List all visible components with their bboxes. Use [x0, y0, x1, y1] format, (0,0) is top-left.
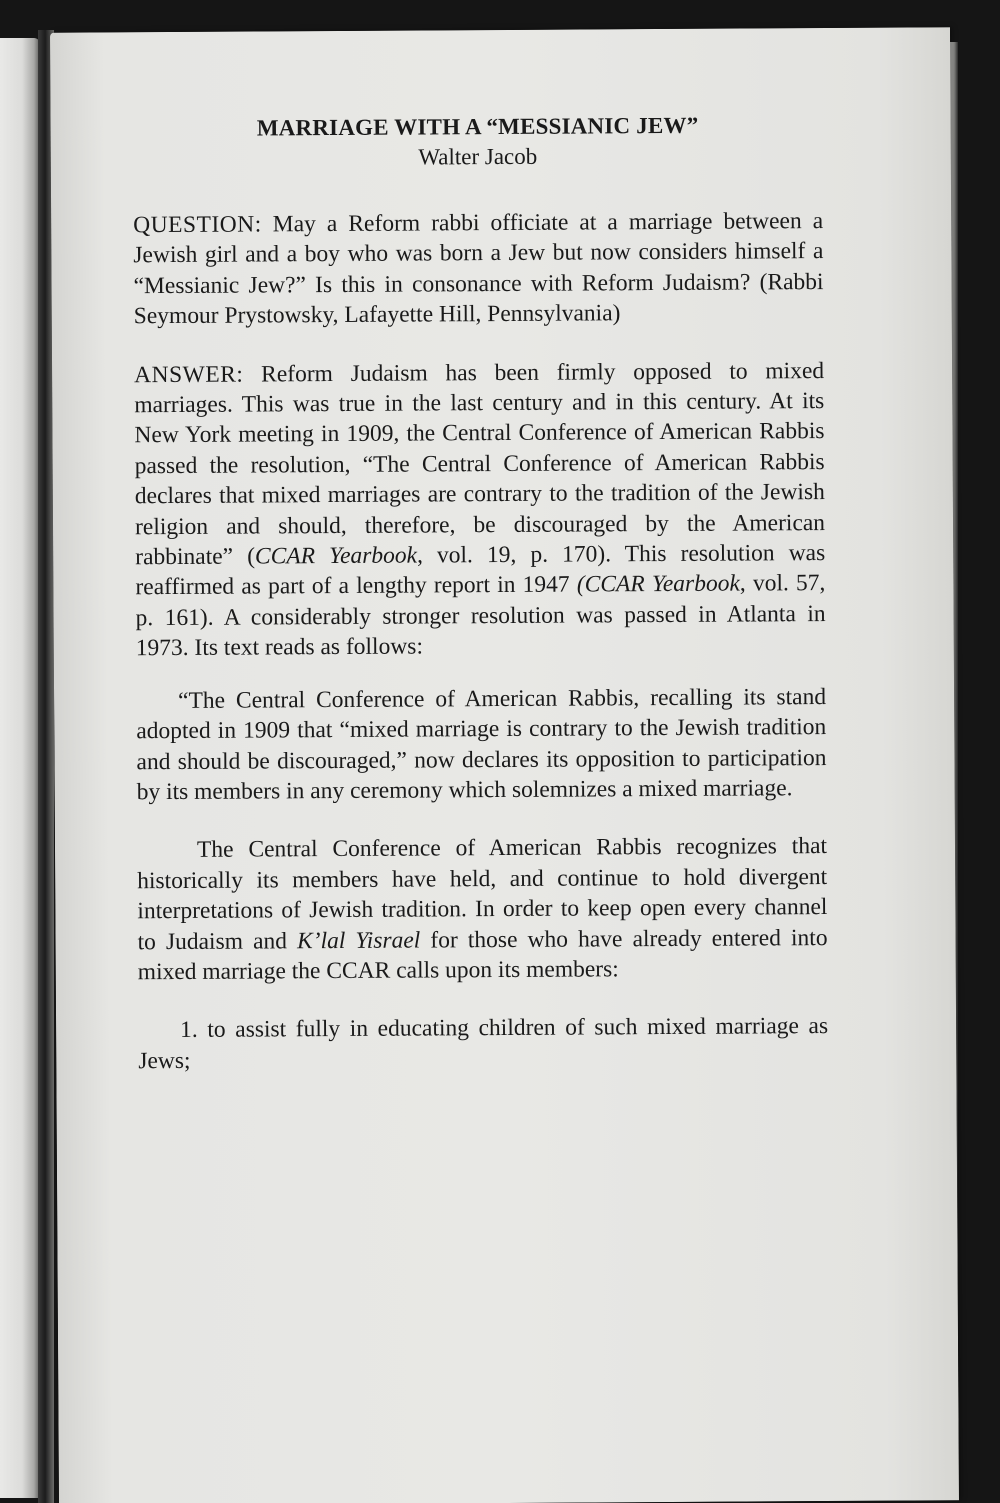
quote2-text-1: The Central Conference of American Rabbis recognizes that historically its members have held, and continue to hold divergent interpretations of Jewish tradition. In order to keep open every channel to Judaism and: [137, 833, 828, 955]
book-page: [50, 27, 959, 1503]
answer-text-1: Reform Judaism has been firmly opposed to mixed marriages. This was true in the last century and in this century. At its New York meeting in 1909, the Central Conference of American Rabbis passed the resolution, “The Central Conference of American Rabbis declares that mixed marriages are contrary to the tradition of the Jewish religion and should, therefore, be discouraged by the American rabbinate” (: [134, 357, 826, 571]
article-title: MARRIAGE WITH A “MESSIANIC JEW”: [256, 112, 699, 141]
answer-citation-1: CCAR Yearbook: [254, 542, 418, 570]
question-label: QUESTION:: [133, 211, 262, 239]
answer-text-3: , vol. 57, p. 161). A considerably stronger resolution was passed in Atlanta in 1973. Its text reads as follows:: [135, 570, 826, 662]
question-paragraph: [133, 206, 824, 332]
page-content: [133, 110, 829, 1076]
resolution-quote-paragraph-2: [137, 831, 828, 987]
list-item-1: 1. to assist fully in educating children of such mixed marriage as Jews;: [138, 1013, 829, 1074]
answer-paragraph: [134, 356, 826, 664]
answer-text-2: , vol. 19, p. 170). This resolution was reaffirmed as part of a lengthy report in 1947: [135, 540, 826, 601]
answer-label: ANSWER:: [134, 361, 244, 388]
article-author: Walter Jacob: [418, 143, 538, 170]
answer-citation-2: (CCAR Yearbook: [576, 571, 740, 599]
resolution-quote-paragraph-1: “The Central Conference of American Rabbis, recalling its stand adopted in 1909 that “mixed marriage is contrary to the Jewish tradition and should be discouraged,” now declares its opposition to participation by its members in any ceremony which solemnizes a mixed marriage.: [136, 683, 827, 806]
question-text: May a Reform rabbi officiate at a marriage between a Jewish girl and a boy who was born a Jew but now considers himself a “Messianic Jew?” Is this in consonance with Reform Judaism? (Rabbi Seymour Prystowsky, Lafayette Hill, Pennsylvania): [133, 208, 824, 330]
previous-page-edge: [0, 38, 40, 1498]
klal-yisrael-term: K’lal Yisrael: [296, 927, 421, 954]
quote2-text-2: for those who have already entered into mixed marriage the CCAR calls upon its members:: [137, 924, 828, 986]
